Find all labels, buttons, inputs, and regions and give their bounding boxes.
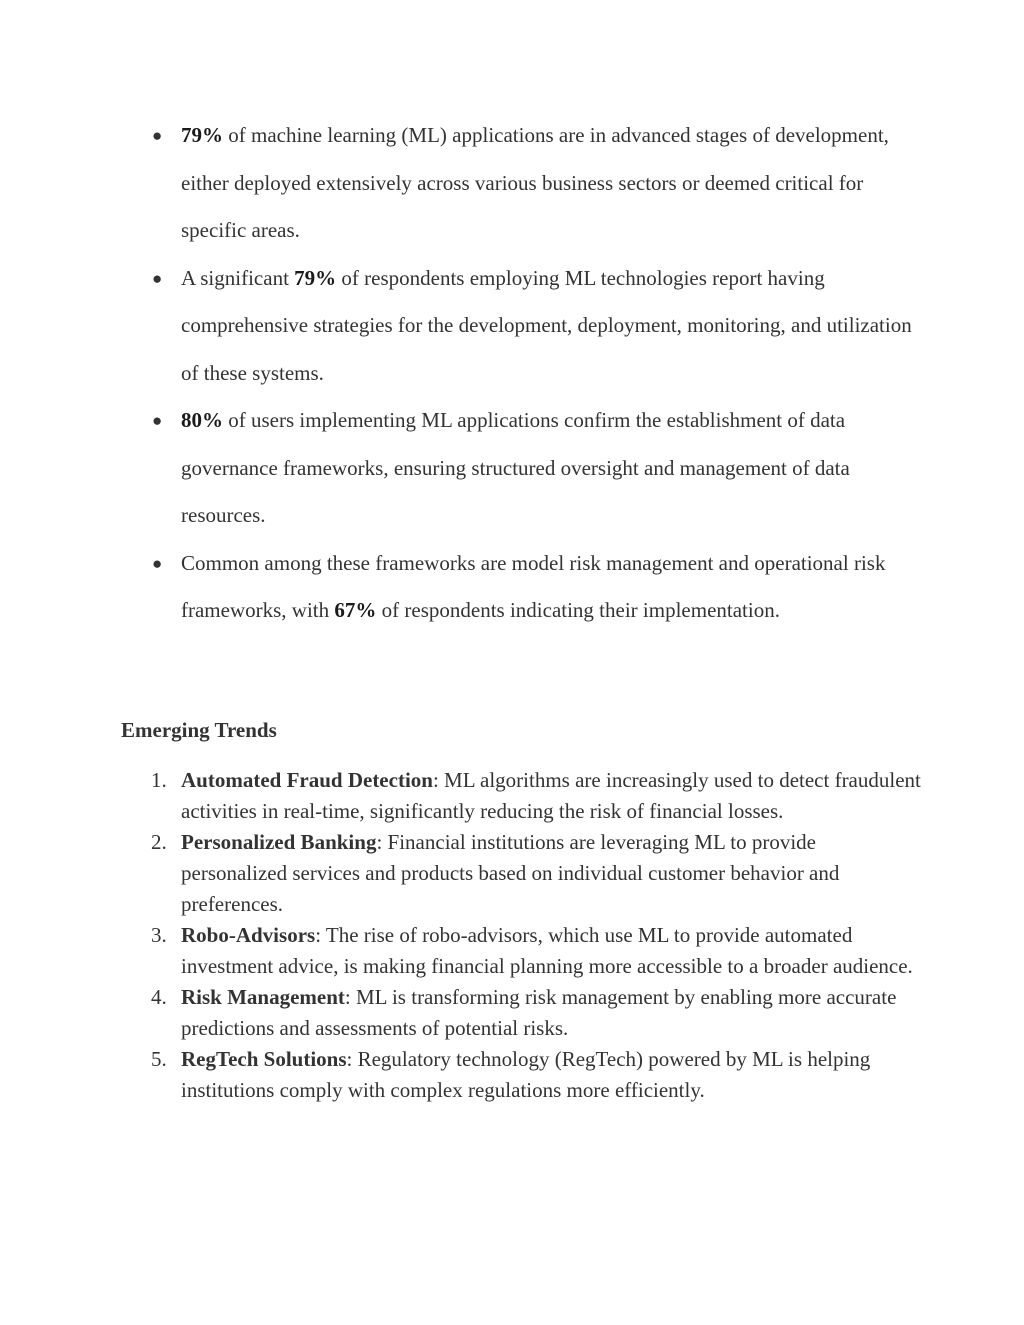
trend-description: : ML is transforming risk management by enabling more accurate predictions and assessments of potential risks.: [181, 985, 897, 1040]
bullet-text: of users implementing ML applications confirm the establishment of data governance frameworks, ensuring structured oversight and management of data resources.: [181, 408, 850, 527]
bullet-text: A significant: [181, 265, 295, 290]
section-heading: Emerging Trends: [121, 718, 277, 742]
list-number: 3.: [151, 923, 167, 947]
bullet-text: of machine learning (ML) applications are in advanced stages of development, either deployed extensively across various business sectors or deemed critical for specific areas.: [181, 123, 889, 242]
trend-item: [151, 765, 921, 827]
trend-term: Automated Fraud Detection: [181, 768, 433, 792]
bullet-item: [152, 540, 921, 635]
list-number: 1.: [151, 768, 167, 792]
stat-value: 79%: [294, 265, 337, 290]
bullet-item: [152, 255, 921, 398]
trend-term: Robo-Advisors: [181, 923, 316, 947]
stat-value: 80%: [181, 408, 223, 432]
trend-item: [151, 982, 921, 1044]
trends-numbered-list: [151, 765, 921, 1106]
trend-term: Personalized Banking: [181, 830, 377, 854]
list-number: 5.: [151, 1047, 167, 1071]
bullet-item: [152, 397, 921, 540]
trend-item: [151, 827, 921, 920]
bullet-icon: ●: [152, 411, 163, 430]
list-number: 4.: [151, 985, 167, 1009]
trend-description: : The rise of robo-advisors, which use ML to provide automated investment advice, is making financial planning more accessible to a broader audience.: [181, 923, 913, 978]
bullet-icon: ●: [152, 126, 163, 145]
bullet-icon: ●: [152, 268, 163, 288]
trend-description: : ML algorithms are increasingly used to detect fraudulent activities in real-time, significantly reducing the risk of financial losses.: [181, 768, 921, 823]
trend-description: : Financial institutions are leveraging ML to provide personalized services and products based on individual customer behavior and preferences.: [181, 830, 840, 916]
bullet-icon: ●: [152, 553, 163, 573]
statistics-bullet-list: [152, 112, 921, 635]
list-number: 2.: [151, 830, 167, 854]
trend-item: [151, 1044, 921, 1106]
trend-description: : Regulatory technology (RegTech) powered by ML is helping institutions comply with complex regulations more efficiently.: [181, 1047, 871, 1102]
trend-item: [151, 920, 921, 982]
stat-value: 67%: [334, 598, 377, 622]
trend-term: RegTech Solutions: [181, 1047, 347, 1071]
stat-value: 79%: [181, 123, 223, 147]
trend-term: Risk Management: [181, 985, 345, 1009]
bullet-text: of respondents employing ML technologies report having comprehensive strategies for the development, deployment, monitoring, and utilization of these systems.: [181, 265, 912, 385]
bullet-text: Common among these frameworks are model risk management and operational risk frameworks, with: [181, 550, 886, 622]
bullet-text: of respondents indicating their implementation.: [376, 598, 780, 622]
bullet-item: [152, 112, 921, 255]
